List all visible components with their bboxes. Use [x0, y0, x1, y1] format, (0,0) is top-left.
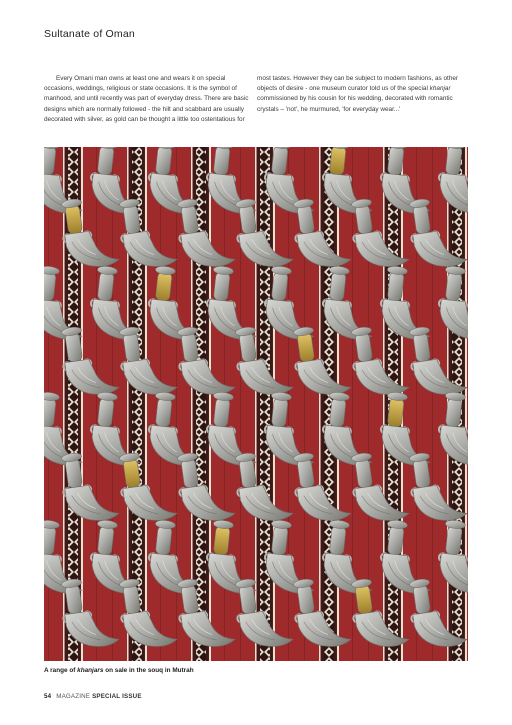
article-columns [44, 74, 464, 125]
page-footer [44, 693, 142, 700]
cloth-pinstripe [208, 147, 209, 661]
cloth-pinstripe [96, 147, 97, 661]
page-number: 54 [44, 693, 52, 700]
article-paragraph: Every Omani man owns at least one and wears it on special occasions, weddings, religious or state occasions. It is the symbol of manhood, and until recently was part of everyday dress. There are basic designs which are normally followed - the hilt and scabbard are usually decorated with silver, as gold can be thought a little too ostentatious for [44, 75, 249, 123]
caption-text: A range of [44, 667, 78, 674]
paragraph-text: commissioned by his cousin for his wedding, decorated with romantic crystals – 'not', he murmured, 'for everyday wear...' [257, 95, 453, 113]
cloth-pinstripe [384, 147, 385, 661]
khanjar-illustration [44, 147, 468, 661]
article-column-right [257, 74, 464, 125]
article-column-left [44, 74, 252, 125]
paragraph-text: most tastes. However they can be subject to modern fashions, as other objects of desire - one museum curator told us of the special [257, 75, 459, 93]
caption-text: on sale in the souq in Mutrah [103, 667, 194, 674]
paragraph-italic-term: khanjar [429, 85, 451, 93]
article-paragraph [257, 74, 464, 115]
cloth-pinstripe [272, 147, 273, 661]
caption-italic-term: khanjars [77, 667, 104, 674]
section-title: Sultanate of Oman [44, 28, 135, 40]
issue-label: SPECIAL ISSUE [92, 693, 142, 700]
photo-caption [44, 667, 194, 674]
khanjar-photo [44, 147, 468, 661]
publication-name: MAGAZINE [56, 693, 91, 700]
cloth-pinstripe [256, 147, 257, 661]
cloth-pinstripe [432, 147, 433, 661]
cloth-pinstripe [144, 147, 145, 661]
cloth-pinstripe [320, 147, 321, 661]
